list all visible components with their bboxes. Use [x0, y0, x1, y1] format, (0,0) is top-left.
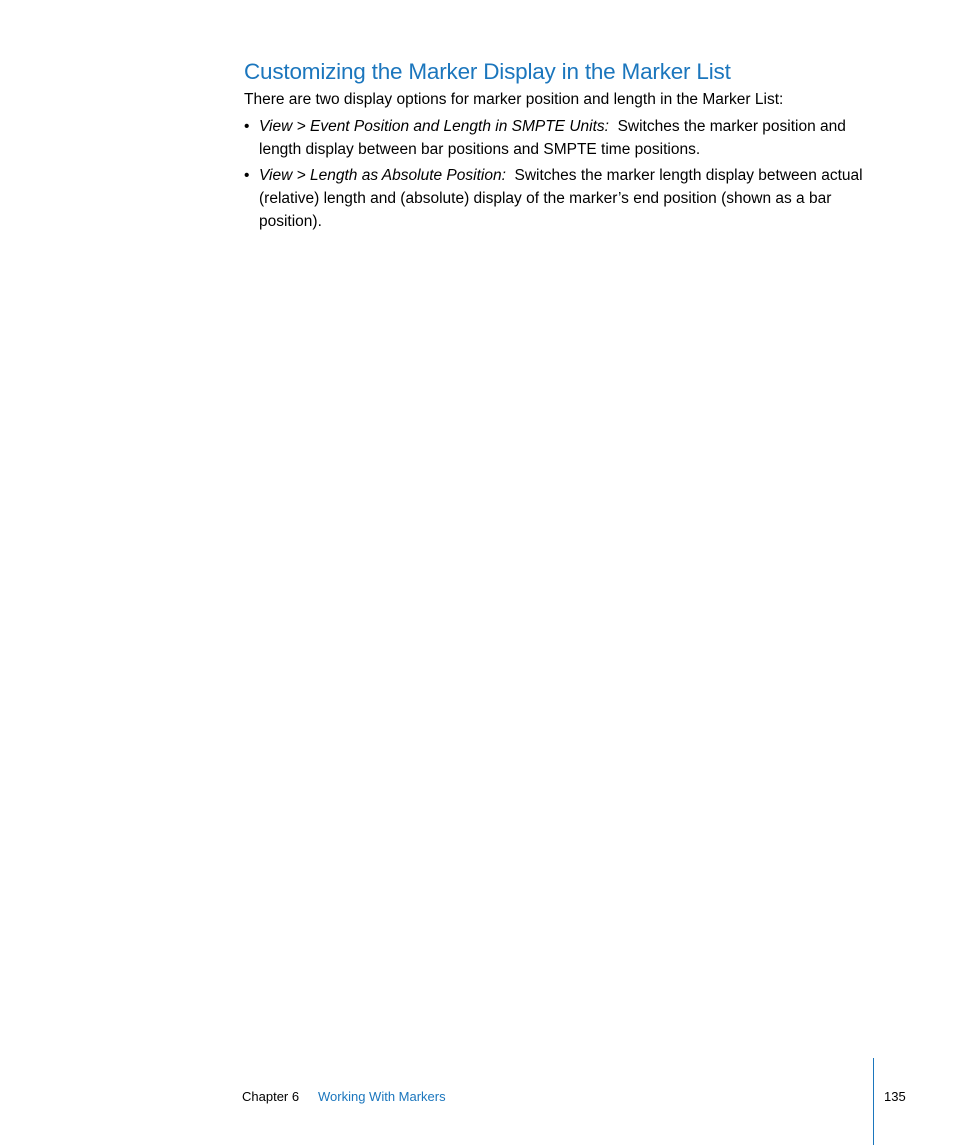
intro-paragraph: There are two display options for marker position and length in the Marker List: [244, 91, 784, 108]
menu-path: View > Event Position and Length in SMPTE Units: [259, 118, 609, 135]
list-item [244, 115, 874, 161]
footer-divider [873, 1058, 874, 1145]
bullet-icon: • [244, 118, 250, 135]
list-item [244, 164, 874, 233]
option-description: Switches the marker position and length display between bar positions and SMPTE time positions. [259, 118, 846, 158]
option-list [244, 115, 874, 233]
section-title: Customizing the Marker Display in the Marker List [244, 59, 731, 84]
menu-path: View > Length as Absolute Position: [259, 167, 506, 184]
footer-chapter-title: Working With Markers [318, 1089, 446, 1104]
page-content [244, 58, 874, 236]
page-number: 135 [884, 1089, 906, 1104]
footer-chapter-label: Chapter 6 [242, 1089, 300, 1104]
option-description: Switches the marker length display between actual (relative) length and (absolute) display of the marker’s end position (shown as a bar position). [259, 167, 863, 230]
bullet-icon: • [244, 167, 250, 184]
